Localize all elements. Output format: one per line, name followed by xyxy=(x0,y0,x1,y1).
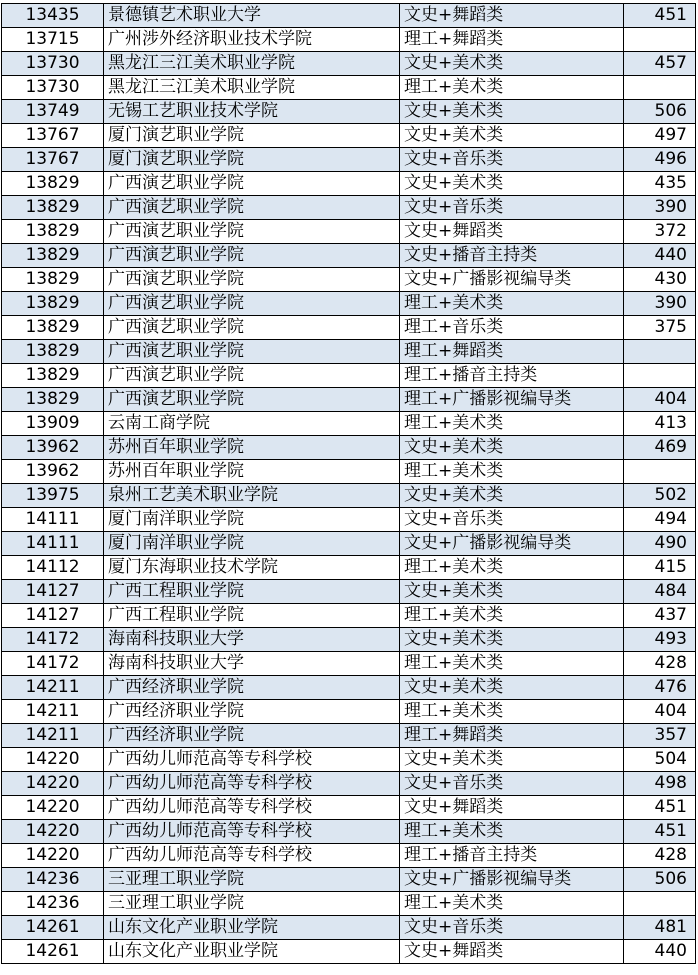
school-code-cell: 13909 xyxy=(2,412,104,436)
score-cell: 372 xyxy=(624,220,696,244)
school-name-cell: 景德镇艺术职业大学 xyxy=(104,4,400,28)
score-cell: 428 xyxy=(624,844,696,868)
category-cell: 文史+美术类 xyxy=(400,100,624,124)
school-name-cell: 广西演艺职业学院 xyxy=(104,388,400,412)
category-cell: 文史+舞蹈类 xyxy=(400,220,624,244)
school-code-cell: 13730 xyxy=(2,52,104,76)
category-cell: 理工+广播影视编导类 xyxy=(400,388,624,412)
category-cell: 理工+音乐类 xyxy=(400,316,624,340)
table-row xyxy=(2,676,696,700)
table-row xyxy=(2,172,696,196)
school-name-cell: 广西经济职业学院 xyxy=(104,724,400,748)
table-row xyxy=(2,820,696,844)
table-row xyxy=(2,532,696,556)
school-name-cell: 广西演艺职业学院 xyxy=(104,196,400,220)
school-name-cell: 广西经济职业学院 xyxy=(104,676,400,700)
category-cell: 文史+美术类 xyxy=(400,580,624,604)
school-name-cell: 海南科技职业大学 xyxy=(104,652,400,676)
score-cell: 481 xyxy=(624,916,696,940)
school-code-cell: 13829 xyxy=(2,220,104,244)
category-cell: 理工+美术类 xyxy=(400,892,624,916)
category-cell: 文史+音乐类 xyxy=(400,196,624,220)
table-row xyxy=(2,28,696,52)
score-cell: 437 xyxy=(624,604,696,628)
score-cell: 493 xyxy=(624,628,696,652)
school-name-cell: 广西幼儿师范高等专科学校 xyxy=(104,820,400,844)
school-name-cell: 广西经济职业学院 xyxy=(104,700,400,724)
table-row xyxy=(2,628,696,652)
score-cell xyxy=(624,28,696,52)
score-cell: 413 xyxy=(624,412,696,436)
score-cell: 484 xyxy=(624,580,696,604)
school-name-cell: 厦门演艺职业学院 xyxy=(104,148,400,172)
school-code-cell: 13730 xyxy=(2,76,104,100)
school-code-cell: 13962 xyxy=(2,460,104,484)
school-code-cell: 14127 xyxy=(2,580,104,604)
admission-score-table xyxy=(1,3,696,964)
school-name-cell: 广西幼儿师范高等专科学校 xyxy=(104,772,400,796)
school-code-cell: 14111 xyxy=(2,532,104,556)
table-row xyxy=(2,388,696,412)
school-code-cell: 13829 xyxy=(2,292,104,316)
category-cell: 文史+舞蹈类 xyxy=(400,796,624,820)
table-row xyxy=(2,316,696,340)
school-name-cell: 广西演艺职业学院 xyxy=(104,316,400,340)
school-name-cell: 广州涉外经济职业技术学院 xyxy=(104,28,400,52)
table-row xyxy=(2,652,696,676)
table-row xyxy=(2,916,696,940)
score-cell: 415 xyxy=(624,556,696,580)
table-row xyxy=(2,604,696,628)
score-cell: 404 xyxy=(624,700,696,724)
score-cell xyxy=(624,364,696,388)
table-row xyxy=(2,580,696,604)
category-cell: 文史+美术类 xyxy=(400,484,624,508)
category-cell: 文史+美术类 xyxy=(400,124,624,148)
school-code-cell: 13829 xyxy=(2,268,104,292)
category-cell: 文史+广播影视编导类 xyxy=(400,868,624,892)
category-cell: 理工+美术类 xyxy=(400,652,624,676)
school-name-cell: 厦门东海职业技术学院 xyxy=(104,556,400,580)
score-cell xyxy=(624,76,696,100)
table-row xyxy=(2,76,696,100)
school-name-cell: 三亚理工职业学院 xyxy=(104,892,400,916)
score-cell: 451 xyxy=(624,820,696,844)
school-name-cell: 广西工程职业学院 xyxy=(104,604,400,628)
category-cell: 理工+美术类 xyxy=(400,412,624,436)
table-row xyxy=(2,124,696,148)
school-code-cell: 14220 xyxy=(2,796,104,820)
category-cell: 理工+美术类 xyxy=(400,76,624,100)
score-cell: 476 xyxy=(624,676,696,700)
score-cell: 451 xyxy=(624,796,696,820)
school-name-cell: 海南科技职业大学 xyxy=(104,628,400,652)
score-cell: 390 xyxy=(624,196,696,220)
category-cell: 文史+音乐类 xyxy=(400,148,624,172)
score-cell: 390 xyxy=(624,292,696,316)
school-code-cell: 13962 xyxy=(2,436,104,460)
category-cell: 理工+舞蹈类 xyxy=(400,340,624,364)
category-cell: 文史+美术类 xyxy=(400,748,624,772)
school-name-cell: 广西工程职业学院 xyxy=(104,580,400,604)
category-cell: 理工+舞蹈类 xyxy=(400,28,624,52)
table-row xyxy=(2,268,696,292)
school-name-cell: 厦门南洋职业学院 xyxy=(104,532,400,556)
score-cell xyxy=(624,892,696,916)
table-row xyxy=(2,700,696,724)
category-cell: 文史+美术类 xyxy=(400,436,624,460)
table-row xyxy=(2,796,696,820)
table-row xyxy=(2,220,696,244)
category-cell: 理工+美术类 xyxy=(400,292,624,316)
table-row xyxy=(2,484,696,508)
table-row xyxy=(2,892,696,916)
school-name-cell: 广西演艺职业学院 xyxy=(104,364,400,388)
table-row xyxy=(2,436,696,460)
school-code-cell: 13829 xyxy=(2,196,104,220)
score-cell: 490 xyxy=(624,532,696,556)
school-code-cell: 14261 xyxy=(2,916,104,940)
school-name-cell: 黑龙江三江美术职业学院 xyxy=(104,76,400,100)
category-cell: 文史+美术类 xyxy=(400,52,624,76)
school-name-cell: 广西演艺职业学院 xyxy=(104,172,400,196)
school-code-cell: 14172 xyxy=(2,628,104,652)
table-row xyxy=(2,244,696,268)
school-name-cell: 广西演艺职业学院 xyxy=(104,244,400,268)
table-row xyxy=(2,52,696,76)
school-code-cell: 13767 xyxy=(2,148,104,172)
score-cell: 430 xyxy=(624,268,696,292)
school-code-cell: 13435 xyxy=(2,4,104,28)
school-code-cell: 14211 xyxy=(2,724,104,748)
school-name-cell: 苏州百年职业学院 xyxy=(104,460,400,484)
score-cell: 506 xyxy=(624,868,696,892)
school-name-cell: 广西演艺职业学院 xyxy=(104,220,400,244)
school-name-cell: 山东文化产业职业学院 xyxy=(104,916,400,940)
school-name-cell: 广西演艺职业学院 xyxy=(104,292,400,316)
score-cell: 469 xyxy=(624,436,696,460)
school-code-cell: 14211 xyxy=(2,676,104,700)
school-code-cell: 13749 xyxy=(2,100,104,124)
score-cell: 504 xyxy=(624,748,696,772)
school-name-cell: 泉州工艺美术职业学院 xyxy=(104,484,400,508)
school-code-cell: 14261 xyxy=(2,940,104,964)
school-name-cell: 广西演艺职业学院 xyxy=(104,268,400,292)
score-cell: 494 xyxy=(624,508,696,532)
category-cell: 文史+舞蹈类 xyxy=(400,940,624,964)
score-cell: 435 xyxy=(624,172,696,196)
category-cell: 理工+美术类 xyxy=(400,700,624,724)
table-row xyxy=(2,4,696,28)
score-cell: 404 xyxy=(624,388,696,412)
school-name-cell: 广西幼儿师范高等专科学校 xyxy=(104,748,400,772)
school-name-cell: 厦门南洋职业学院 xyxy=(104,508,400,532)
school-code-cell: 13767 xyxy=(2,124,104,148)
school-code-cell: 14220 xyxy=(2,820,104,844)
category-cell: 文史+美术类 xyxy=(400,628,624,652)
category-cell: 文史+舞蹈类 xyxy=(400,4,624,28)
school-name-cell: 云南工商学院 xyxy=(104,412,400,436)
table-row xyxy=(2,364,696,388)
school-name-cell: 三亚理工职业学院 xyxy=(104,868,400,892)
school-code-cell: 14172 xyxy=(2,652,104,676)
school-name-cell: 广西演艺职业学院 xyxy=(104,340,400,364)
school-code-cell: 14220 xyxy=(2,844,104,868)
category-cell: 理工+舞蹈类 xyxy=(400,724,624,748)
table-row xyxy=(2,148,696,172)
score-cell: 506 xyxy=(624,100,696,124)
school-name-cell: 厦门演艺职业学院 xyxy=(104,124,400,148)
school-code-cell: 13829 xyxy=(2,388,104,412)
school-code-cell: 14111 xyxy=(2,508,104,532)
table-body xyxy=(2,4,696,964)
school-code-cell: 14236 xyxy=(2,868,104,892)
table-row xyxy=(2,100,696,124)
school-code-cell: 14112 xyxy=(2,556,104,580)
score-cell: 428 xyxy=(624,652,696,676)
school-name-cell: 山东文化产业职业学院 xyxy=(104,940,400,964)
school-name-cell: 广西幼儿师范高等专科学校 xyxy=(104,796,400,820)
table-row xyxy=(2,868,696,892)
score-cell: 451 xyxy=(624,4,696,28)
school-code-cell: 13829 xyxy=(2,364,104,388)
table-row xyxy=(2,508,696,532)
school-code-cell: 14220 xyxy=(2,772,104,796)
school-code-cell: 14220 xyxy=(2,748,104,772)
table-row xyxy=(2,412,696,436)
school-name-cell: 无锡工艺职业技术学院 xyxy=(104,100,400,124)
category-cell: 理工+播音主持类 xyxy=(400,844,624,868)
category-cell: 理工+美术类 xyxy=(400,556,624,580)
score-cell xyxy=(624,340,696,364)
school-code-cell: 14127 xyxy=(2,604,104,628)
category-cell: 文史+美术类 xyxy=(400,676,624,700)
school-code-cell: 13829 xyxy=(2,340,104,364)
category-cell: 理工+美术类 xyxy=(400,820,624,844)
category-cell: 文史+广播影视编导类 xyxy=(400,532,624,556)
score-cell: 440 xyxy=(624,244,696,268)
school-code-cell: 14211 xyxy=(2,700,104,724)
category-cell: 文史+音乐类 xyxy=(400,916,624,940)
category-cell: 文史+音乐类 xyxy=(400,508,624,532)
category-cell: 文史+播音主持类 xyxy=(400,244,624,268)
table-row xyxy=(2,196,696,220)
score-cell: 498 xyxy=(624,772,696,796)
table-row xyxy=(2,340,696,364)
table-row xyxy=(2,724,696,748)
category-cell: 理工+美术类 xyxy=(400,604,624,628)
school-name-cell: 广西幼儿师范高等专科学校 xyxy=(104,844,400,868)
score-cell: 375 xyxy=(624,316,696,340)
school-code-cell: 14236 xyxy=(2,892,104,916)
table-row xyxy=(2,940,696,964)
score-cell: 440 xyxy=(624,940,696,964)
category-cell: 文史+广播影视编导类 xyxy=(400,268,624,292)
school-name-cell: 黑龙江三江美术职业学院 xyxy=(104,52,400,76)
score-cell: 496 xyxy=(624,148,696,172)
table-row xyxy=(2,772,696,796)
category-cell: 理工+美术类 xyxy=(400,460,624,484)
table-row xyxy=(2,748,696,772)
category-cell: 理工+播音主持类 xyxy=(400,364,624,388)
table-row xyxy=(2,844,696,868)
school-code-cell: 13829 xyxy=(2,316,104,340)
table-row xyxy=(2,556,696,580)
score-cell: 497 xyxy=(624,124,696,148)
school-name-cell: 苏州百年职业学院 xyxy=(104,436,400,460)
school-code-cell: 13975 xyxy=(2,484,104,508)
school-code-cell: 13829 xyxy=(2,244,104,268)
category-cell: 文史+音乐类 xyxy=(400,772,624,796)
score-cell xyxy=(624,460,696,484)
score-cell: 457 xyxy=(624,52,696,76)
category-cell: 文史+美术类 xyxy=(400,172,624,196)
school-code-cell: 13715 xyxy=(2,28,104,52)
score-cell: 357 xyxy=(624,724,696,748)
school-code-cell: 13829 xyxy=(2,172,104,196)
table-row xyxy=(2,460,696,484)
table-row xyxy=(2,292,696,316)
score-cell: 502 xyxy=(624,484,696,508)
